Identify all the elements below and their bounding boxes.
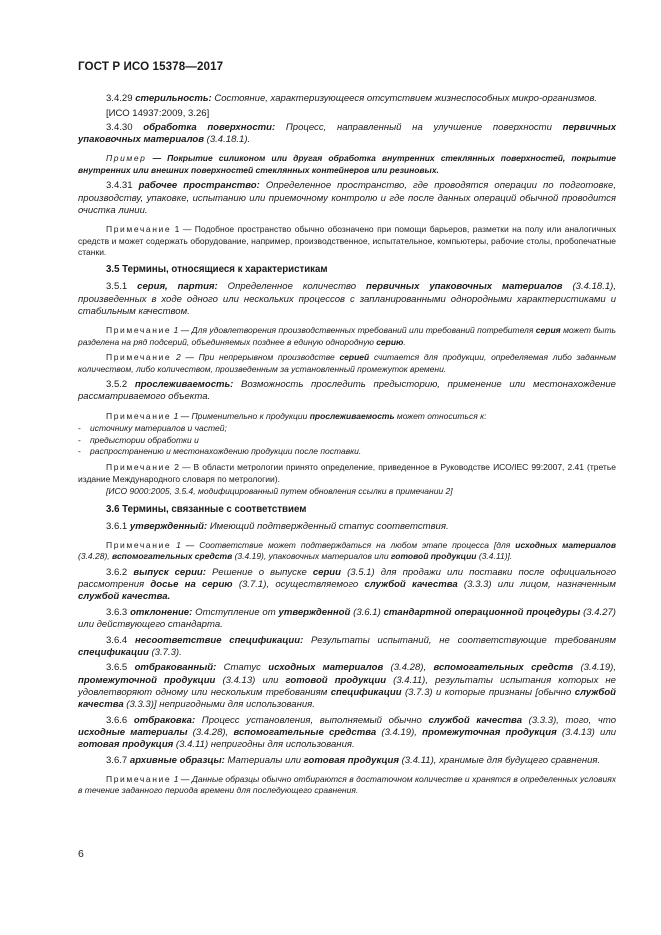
note-2-3-5-1: Примечание 2 — При непрерывном производстве серией считается для продукции, определяемая либо заданным количеством, либо количеством, произведенным за установленный промежуток времени. bbox=[78, 352, 616, 374]
term-3-6-6: 3.6.6 отбраковка: Процесс установления, выполняемый обычно службой качества (3.3.3), того, что исходные материалы (3.4.28), вспомогательные средства (3.4.19), промежуточная продукция (3.4.13) или готовая продукция (3.4.11) непригодны для использования. bbox=[78, 714, 617, 751]
term-3-6-7: 3.6.7 архивные образцы: Материалы или готовая продукция (3.4.11), хранимые для будущего сравнения. bbox=[106, 754, 601, 766]
term-3-6-5: 3.6.5 отбракованный: Статус исходных материалов (3.4.28), вспомогательных средств (3.4.19), промежуточной продукции (3.4.13) или готовой продукции (3.4.11), результаты испытания которых не удовлетворяют одному или нескольким требованиям спецификации (3.7.3) и которые признаны [обычно службой качества (3.3.3)] непригодными для использования. bbox=[78, 662, 616, 711]
reference-3-4-29: [ИСО 14937:2009, 3.26] bbox=[106, 108, 210, 120]
term-3-6-4: 3.6.4 несоответствие спецификации: Результаты испытаний, не соответствующие требованиям спецификации (3.7.3). bbox=[78, 634, 616, 658]
note-3-4-31: Примечание 1 — Подобное пространство обычно обозначено при помощи барьеров, разметки на полу или аналогичных средств и может содержать оборудование, например, производственное, испытательное, компьютеры, рабочие столы, пробопечатные станки. bbox=[78, 224, 616, 258]
term-3-5-2: 3.5.2 прослеживаемость: Возможность проследить предысторию, применение или местонахождение рассматриваемого объекта. bbox=[78, 379, 616, 403]
note-1-3-5-2: Примечание 1 — Применительно к продукции прослеживаемость может относиться к: bbox=[106, 410, 487, 421]
section-heading-3-6: 3.6 Термины, связанные с соответствием bbox=[106, 503, 307, 515]
page-number: 6 bbox=[78, 848, 84, 860]
note-3-6-7: Примечание 1 — Данные образцы обычно отбираются в достаточном количестве и хранятся в определенных условиях в течение заданного периода времени для последующего сравнения. bbox=[78, 773, 616, 796]
term-3-6-1: 3.6.1 утвержденный: Имеющий подтвержденный статус соответствия. bbox=[106, 520, 449, 532]
term-3-4-29: 3.4.29 стерильность: Состояние, характеризующееся отсутствием жизнеспособных микро-организмов. bbox=[106, 93, 598, 104]
page-content bbox=[78, 93, 616, 801]
term-3-6-3: 3.6.3 отклонение: Отступление от утвержденной (3.6.1) стандартной операционной процедуры (3.4.27) или действующего стандарта. bbox=[78, 606, 616, 631]
term-3-6-2: 3.6.2 выпуск серии: Решение о выпуске серии (3.5.1) для продажи или поставки после официального рассмотрения досье на серию (3.7.1), осуществляемого службой качества (3.3.3) или лицом, назначенным службой качества. bbox=[78, 566, 617, 603]
standard-header: ГОСТ Р ИСО 15378—2017 bbox=[78, 60, 224, 73]
term-3-5-1: 3.5.1 серия, партия: Определенное количество первичных упаковочных материалов (3.4.18.1), произведенных в ходе одного или нескольких процессов с запланированными однородными характеристиками и стабильным качеством. bbox=[78, 281, 617, 318]
example-3-4-30: Пример — Покрытие силиконом или другая обработка внутренних стеклянных поверхностей, покрытие внутренних или внешних поверхностей стеклянных контейнеров или резиновых. bbox=[78, 153, 616, 175]
reference-3-5-2: [ИСО 9000:2005, 3.5.4, модифицированный путем обновления ссылки в примечании 2] bbox=[106, 486, 453, 497]
list-item: - предыстории обработки и bbox=[78, 434, 199, 445]
list-item: - распространению и местонахождению продукции после поставки. bbox=[78, 446, 362, 456]
note-2-3-5-2: Примечание 2 — В области метрологии принято определение, приведенное в Руководстве ИСО/IEC 99:2007, 2.41 (третье издание Международного словаря по метрологии). bbox=[78, 462, 616, 484]
note-1-3-5-1: Примечание 1 — Для удовлетворения производственных требований или требований потребителя серия может быть разделена на ряд подсерий, объединяемых позднее в единую однородную серию. bbox=[78, 325, 616, 347]
list-item: - источнику материалов и частей; bbox=[78, 423, 227, 434]
term-3-4-31: 3.4.31 рабочее пространство: Определенное пространство, где проводятся операции по подготовке, производству, упаковке, испытанию или приемочному контролю и где после данных операций обычной проводится очистка линии. bbox=[78, 180, 616, 216]
note-3-6-1: Примечание 1 — Соответствие может подтверждаться на любом этапе процесса [для исходных материалов (3.4.28), вспомогательных средств (3.4.19), упаковочных материалов или готовой продукции (3.4.11)]. bbox=[78, 539, 616, 562]
section-heading-3-5: 3.5 Термины, относящиеся к характеристикам bbox=[106, 264, 328, 276]
term-3-4-30: 3.4.30 обработка поверхности: Процесс, направленный на улучшение поверхности первичных упаковочных материалов (3.4.18.1). bbox=[78, 121, 617, 146]
